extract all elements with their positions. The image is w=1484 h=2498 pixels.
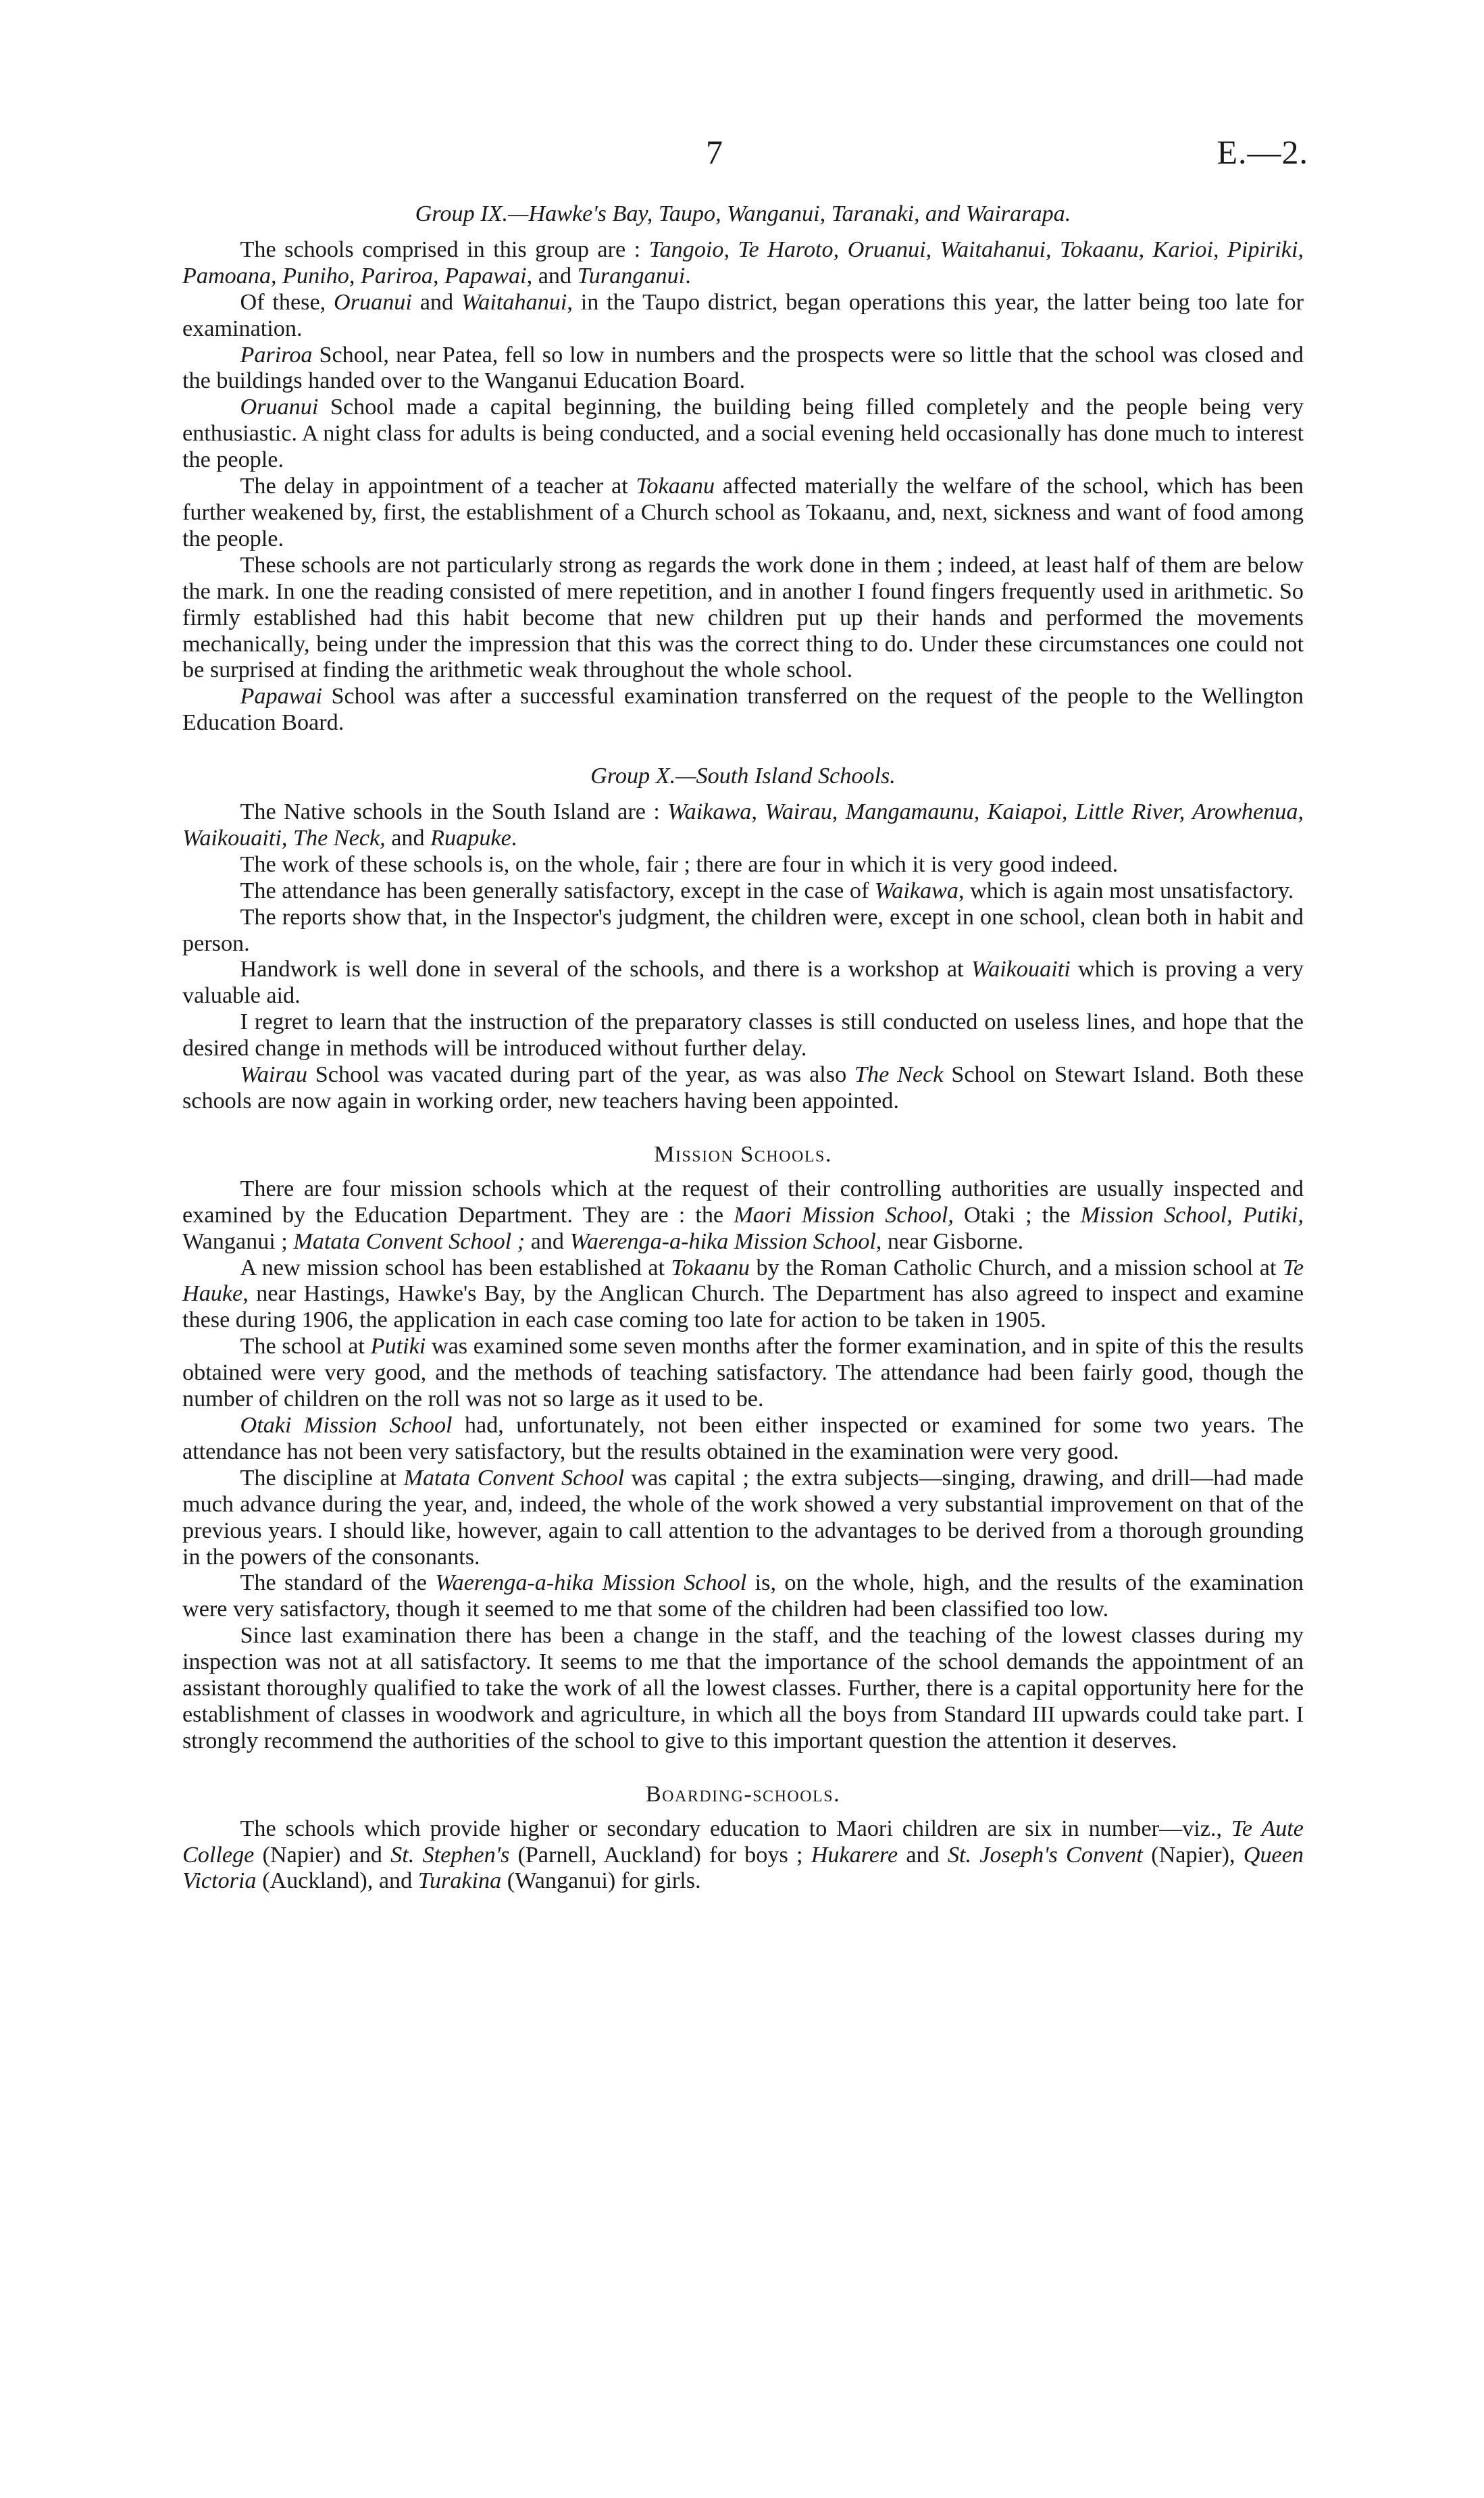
paragraph: Papawai School was after a successful examination transferred on the request of the people to the Wellington Education Board. [182,684,1304,736]
paragraph: These schools are not particularly strong as regards the work done in them ; indeed, at least half of them are below the mark. In one the reading consisted of mere repetition, and in another I found fingers frequently used in arithmetic. So firmly established had this habit become that new children put up their hands and performed the movements mechanically, being under the impression that this was the correct thing to do. Under these circumstances one could not be surprised at finding the arithmetic weak throughout the whole school. [182,552,1304,683]
document-reference: E.—2. [1217,133,1308,171]
paragraph: A new mission school has been established at Tokaanu by the Roman Catholic Church, and a mission school at Te Hauke, near Hastings, Hawke's Bay, by the Anglican Church. The Department has also agreed to inspect and examine these during 1906, the application in each case coming too late for action to be taken in 1905. [182,1255,1304,1333]
paragraph: Oruanui School made a capital beginning, the building being filled completely and the people being very enthusiastic. A night class for adults is being conducted, and a social evening held occasionally has done much to interest the people. [182,395,1304,473]
paragraph: The schools comprised in this group are : Tangoio, Te Haroto, Oruanui, Waitahanui, Tokaanu, Karioi, Pipiriki, Pamoana, Puniho, Pariroa, Papawai, and Turanganui. [182,236,1304,289]
paragraph: The school at Putiki was examined some seven months after the former examination, and in spite of this the results obtained were very good, and the methods of teaching satisfactory. The attendance had been fairly good, though the number of children on the roll was not so large as it used to be. [182,1334,1304,1412]
paragraph: Wairau School was vacated during part of the year, as was also The Neck School on Stewart Island. Both these schools are now again in working order, new teachers having been appointed. [182,1062,1304,1114]
paragraph: The standard of the Waerenga-a-hika Mission School is, on the whole, high, and the results of the examination were very satisfactory, though it seemed to me that some of the children had been classified too low. [182,1570,1304,1622]
paragraph: The Native schools in the South Island are : Waikawa, Wairau, Mangamaunu, Kaiapoi, Little River, Arowhenua, Waikouaiti, The Neck, and Ruapuke. [182,799,1304,851]
paragraph: Of these, Oruanui and Waitahanui, in the Taupo district, began operations this year, the latter being too late for examination. [182,289,1304,341]
page-header [0,132,1484,180]
paragraph: Handwork is well done in several of the schools, and there is a workshop at Waikouaiti which is proving a very valuable aid. [182,957,1304,1009]
paragraph: The delay in appointment of a teacher at Tokaanu affected materially the welfare of the school, which has been further weakened by, first, the establishment of a Church school as Tokaanu, and, next, sickness and want of food among the people. [182,474,1304,551]
paragraph: The discipline at Matata Convent School was capital ; the extra subjects—singing, drawing, and drill—had made much advance during the year, and, indeed, the whole of the work showed a very substantial improvement on that of the previous years. I should like, however, again to call attention to the advantages to be derived from a thorough grounding in the powers of the consonants. [182,1465,1304,1570]
paragraph: The reports show that, in the Inspector's judgment, the children were, except in one school, clean both in habit and person. [182,904,1304,956]
paragraph: The attendance has been generally satisfactory, except in the case of Waikawa, which is again most unsatisfactory. [240,878,1294,903]
paragraph: Pariroa School, near Patea, fell so low in numbers and the prospects were so little that the school was closed and the buildings handed over to the Wanganui Education Board. [182,342,1304,394]
paragraph: The schools which provide higher or secondary education to Maori children are six in number—viz., Te Aute College (Napier) and St. Stephen's (Parnell, Auckland) for boys ; Hukarere and St. Joseph's Convent (Napier), Queen Victoria (Auckland), and Turakina (Wanganui) for girls. [182,1816,1304,1894]
mission-schools-heading: Mission Schools. [654,1141,832,1167]
paragraph: There are four mission schools which at the request of their controlling authorities are usually inspected and examined by the Education Department. They are : the Maori Mission School, Otaki ; the Mission School, Putiki, Wanganui ; Matata Convent School ; and Waerenga-a-hika Mission School, near Gisborne. [182,1176,1304,1254]
paragraph: I regret to learn that the instruction of the preparatory classes is still conducted on useless lines, and hope that the desired change in methods will be introduced without further delay. [182,1009,1304,1061]
paragraph: Since last examination there has been a change in the staff, and the teaching of the lowest classes during my inspection was not at all satisfactory. It seems to me that the importance of the school demands the appointment of an assistant thoroughly qualified to take the work of all the lowest classes. Further, there is a capital opportunity here for the establishment of classes in woodwork and agriculture, in which all the boys from Standard III upwards could take part. I strongly recommend the authorities of the school to give to this important question the attention it deserves. [182,1623,1304,1753]
paragraph: Otaki Mission School had, unfortunately, not been either inspected or examined for some two years. The attendance has not been very satisfactory, but the results obtained in the examination were very good. [182,1412,1304,1464]
page-body [182,201,1304,1895]
group-x-heading: Group X.—South Island Schools. [590,764,896,789]
paragraph: The work of these schools is, on the whole, fair ; there are four in which it is very good indeed. [240,851,1119,877]
boarding-schools-heading: Boarding-schools. [645,1781,841,1807]
page-number: 7 [706,133,723,171]
group-ix-heading: Group IX.—Hawke's Bay, Taupo, Wanganui, Taranaki, and Wairarapa. [415,201,1071,226]
